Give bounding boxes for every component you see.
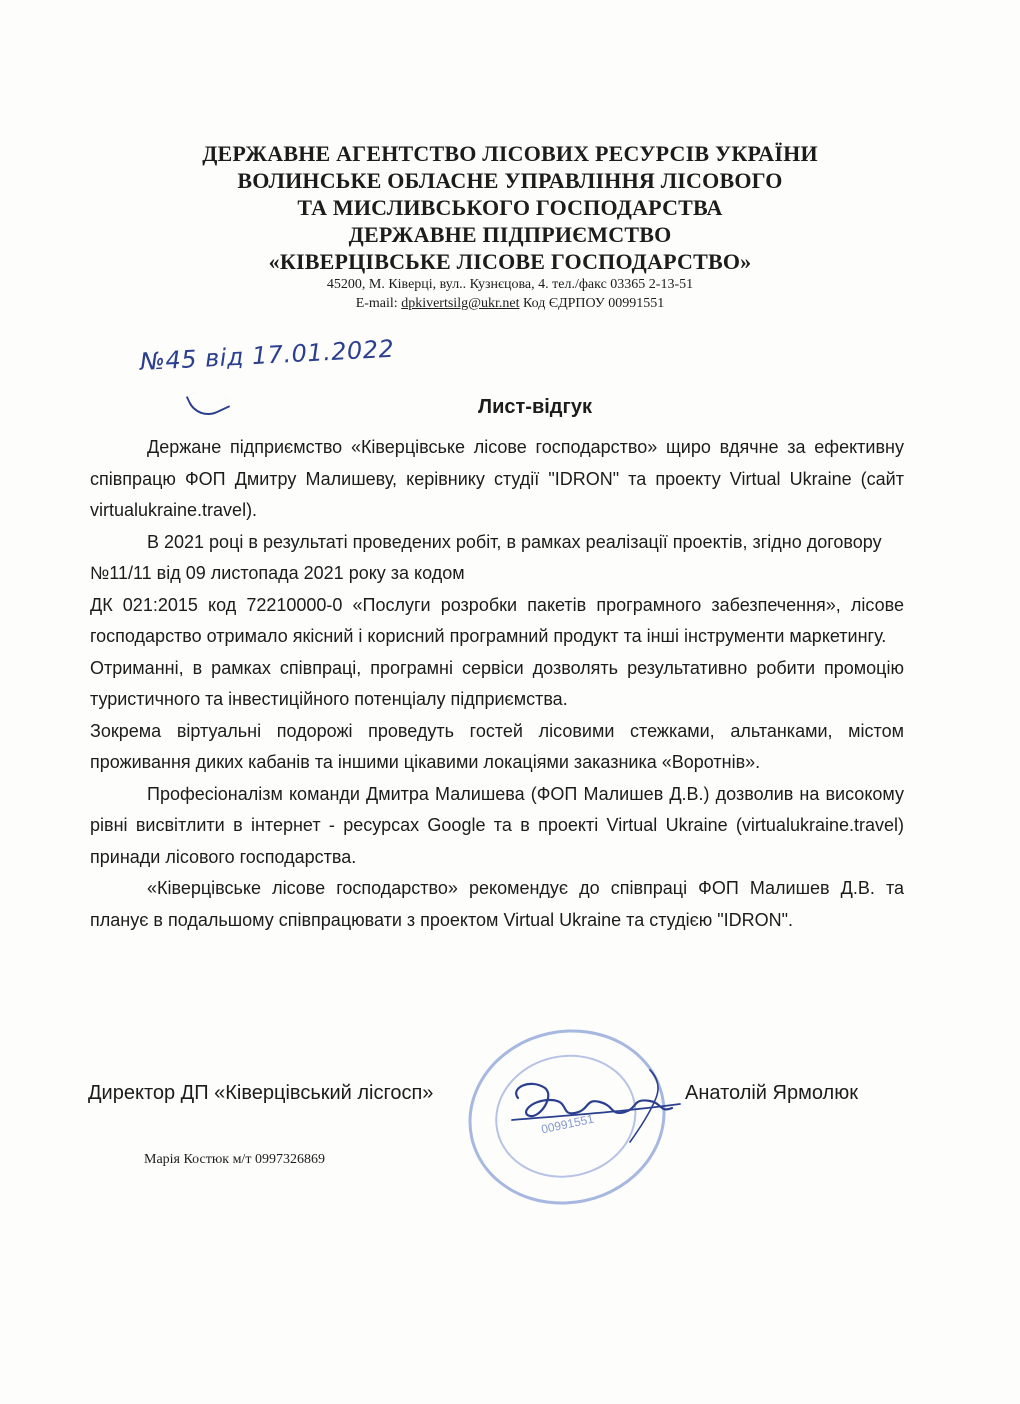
email-label: E-mail:	[355, 296, 402, 311]
paragraph: Професіоналізм команди Дмитра Малишева (ФОП Малишев Д.В.) дозволив на високому рівні висвітлити в інтернет - ресурсах Google та в проекті Virtual Ukraine (virtualukraine.travel) принади лісового господарства.	[90, 783, 904, 867]
letter-title: Лист-відгук	[478, 396, 592, 418]
signatory-position: Директор ДП «Ківерцівський лісгосп»	[88, 1082, 434, 1104]
letterhead-line-5: «КІВЕРЦІВСЬКЕ ЛІСОВЕ ГОСПОДАРСТВО»	[268, 249, 752, 274]
paragraph: В 2021 році в результаті проведених робіт, в рамках реалізації проектів, згідно договору №11/11 від 09 листопада 2021 року за кодом	[90, 531, 882, 583]
paragraph: Держане підприємство «Ківерцівське лісове господарство» щиро вдячне за ефективну співпрацю ФОП Дмитру Малишеву, керівнику студії "IDRON" та проекту Virtual Ukraine (сайт virtualukraine.travel).	[90, 437, 904, 520]
edrpou-code: Код ЄДРПОУ 00991551	[519, 296, 665, 311]
paragraph: ДК 021:2015 код 72210000-0 «Послуги розробки пакетів програмного забезпечення», лісове господарство отримало якісний і корисний програмний продукт та інші інструменти маркетингу.	[90, 594, 904, 646]
letterhead-line-2: ВОЛИНСЬКЕ ОБЛАСНЕ УПРАВЛІННЯ ЛІСОВОГО	[237, 168, 783, 193]
email-link[interactable]: dpkivertsilg@ukr.net	[401, 296, 520, 311]
seal-code: 00991551	[539, 1111, 596, 1137]
letterhead-line-1: ДЕРЖАВНЕ АГЕНТСТВО ЛІСОВИХ РЕСУРСІВ УКРАЇНИ	[202, 141, 818, 166]
letter-body	[90, 432, 904, 936]
contact-line	[0, 295, 1020, 313]
handwritten-registration-number: №45 від 17.01.2022	[139, 334, 395, 376]
paragraph: Зокрема віртуальні подорожі проведуть гостей лісовими стежками, альтанками, містом проживання диких кабанів та іншими цікавими локаціями заказника «Воротнів».	[90, 720, 904, 772]
letterhead	[0, 140, 1020, 313]
paragraph: Отриманні, в рамках співпраці, програмні сервіси дозволять результативно робити промоцію туристичного та інвестиційного потенціалу підприємства.	[90, 657, 904, 709]
handwritten-signature	[500, 1058, 690, 1148]
signatory-name: Анатолій Ярмолюк	[685, 1082, 858, 1104]
letterhead-line-3: ТА МИСЛИВСЬКОГО ГОСПОДАРСТВА	[297, 195, 723, 220]
executor-contact: Марія Костюк м/т 0997326869	[144, 1152, 325, 1167]
address-line: 45200, М. Ківерці, вул.. Кузнєцова, 4. тел./факс 03365 2-13-51	[326, 277, 694, 292]
letterhead-line-4: ДЕРЖАВНЕ ПІДПРИЄМСТВО	[348, 222, 672, 247]
paragraph: «Ківерцівське лісове господарство» рекомендує до співпраці ФОП Малишев Д.В. та планує в подальшому співпрацювати з проектом Virtual Ukraine та студією "IDRON".	[90, 878, 904, 930]
